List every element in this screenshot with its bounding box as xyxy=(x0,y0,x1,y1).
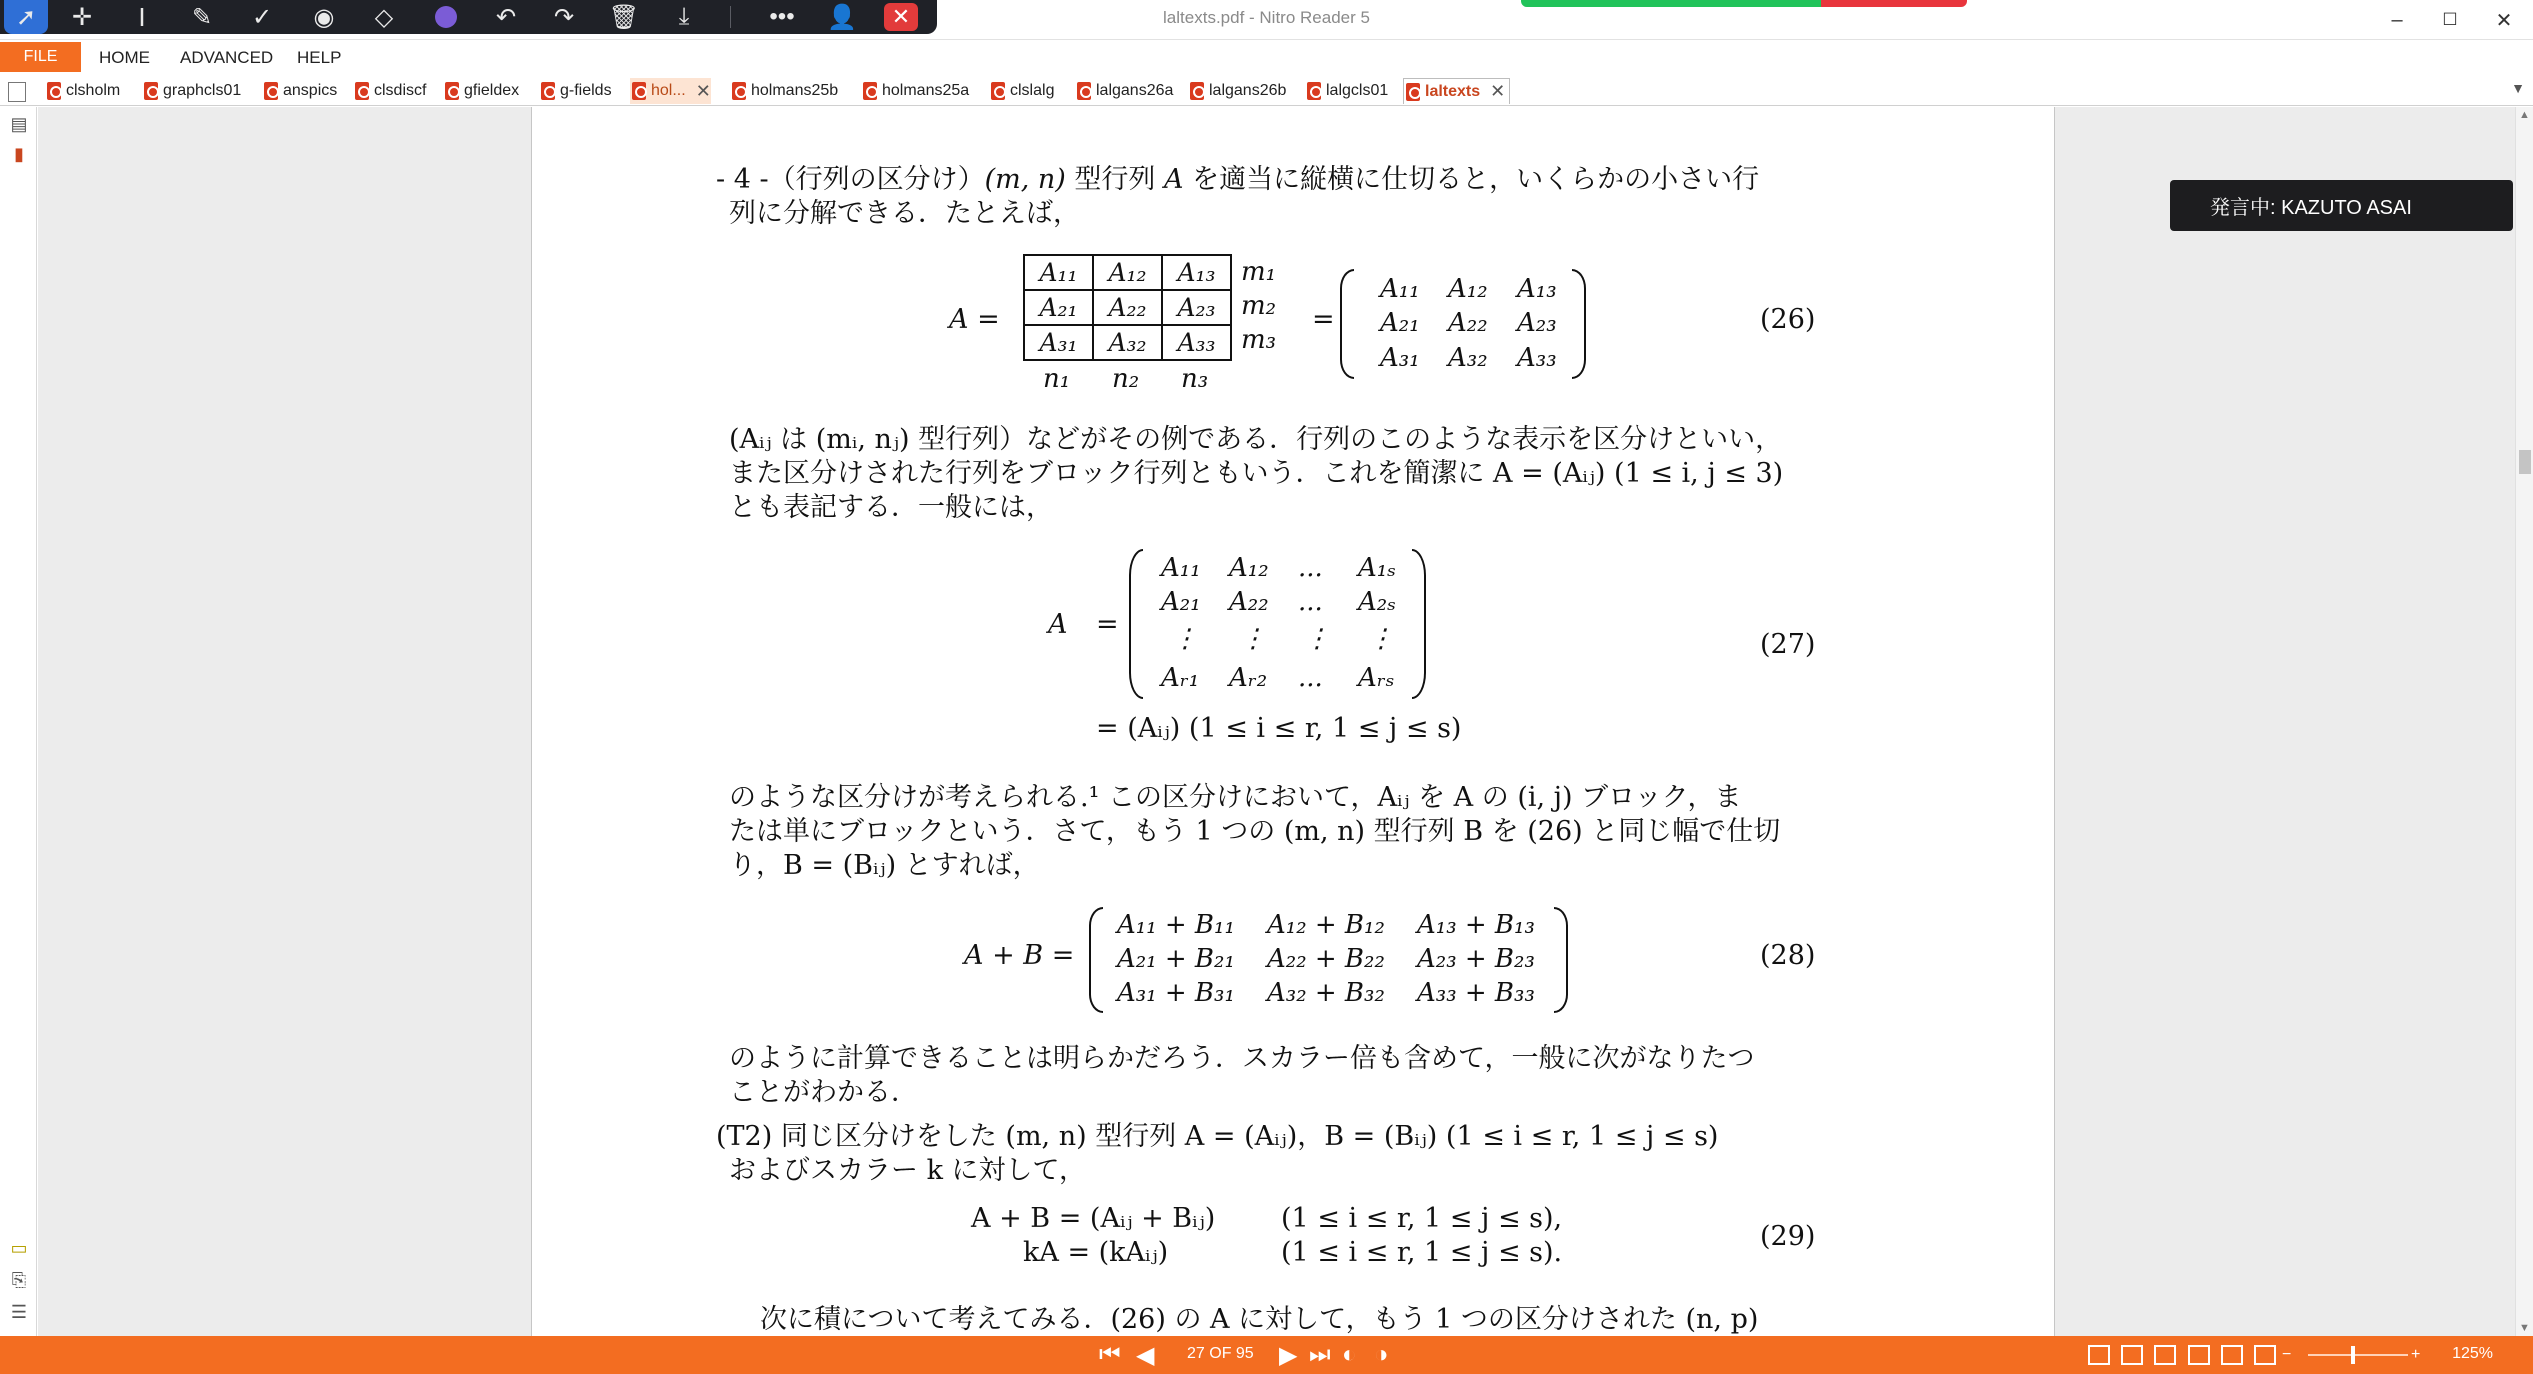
facing-view-icon[interactable] xyxy=(2154,1345,2176,1365)
first-page-icon[interactable]: ⏮ xyxy=(1099,1341,1121,1368)
tab-label: lalgans26b xyxy=(1209,82,1287,99)
window-title: laltexts.pdf - Nitro Reader 5 xyxy=(1163,8,1370,27)
tab-label: holmans25a xyxy=(882,82,970,99)
doc-text-line: (Aᵢⱼ は (mᵢ, nⱼ) 型行列）などがその例である．行列のこのような表示を区分けといい， xyxy=(729,424,1783,455)
tab-overflow-icon[interactable]: ▼ xyxy=(2511,80,2525,96)
tab-list-icon[interactable] xyxy=(8,82,26,102)
menu-file[interactable]: FILE xyxy=(0,42,81,72)
left-paren xyxy=(1340,269,1354,379)
matrix-entry: ⋮ xyxy=(1304,624,1330,654)
eraser-icon[interactable]: ◇ xyxy=(374,3,394,31)
col-label: n₂ xyxy=(1112,364,1140,394)
row-label: m₁ xyxy=(1241,257,1277,287)
more-icon[interactable]: ••• xyxy=(769,3,795,30)
doc-text-line: およびスカラー k に対して， xyxy=(729,1155,1086,1186)
color-dot-icon[interactable] xyxy=(424,0,468,34)
tab-label: clsdiscf xyxy=(374,82,427,99)
left-panel-rail xyxy=(0,107,37,1336)
tab-laltexts[interactable] xyxy=(1403,78,1510,104)
matrix-entry: A₃₃ xyxy=(1517,343,1557,373)
matrix-entry: Aᵣₛ xyxy=(1358,663,1395,693)
menu-help[interactable]: HELP xyxy=(297,48,342,67)
matrix-entry: A₁₂ + B₁₂ xyxy=(1267,910,1385,940)
grid-cell: A₃₂ xyxy=(1093,325,1162,360)
equation-number: (26) xyxy=(1760,304,1816,335)
matrix-entry: A₃₁ + B₃₁ xyxy=(1117,978,1235,1008)
last-page-icon[interactable]: ⏭ xyxy=(1309,1341,1331,1368)
grid-cell: A₂₂ xyxy=(1093,290,1162,325)
ribbon-menu xyxy=(0,42,2533,72)
call-status-red xyxy=(1821,0,1967,7)
matrix-entry: A₂ₛ xyxy=(1358,587,1396,617)
tab-label: laltexts xyxy=(1425,82,1481,100)
matrix-entry: ... xyxy=(1298,663,1323,693)
doc-math-span: A xyxy=(1164,164,1184,195)
matrix-entry: A₂₂ + B₂₂ xyxy=(1267,944,1385,974)
menu-home[interactable]: HOME xyxy=(99,48,150,67)
facing-continuous-view-icon[interactable] xyxy=(2188,1345,2210,1365)
pdf-icon xyxy=(445,82,459,100)
tab-holmans25b[interactable] xyxy=(730,78,838,104)
pdf-icon xyxy=(264,82,278,100)
pdf-icon xyxy=(541,82,555,100)
tab-label: holmans25b xyxy=(751,82,839,99)
tab-label: anspics xyxy=(283,82,338,99)
tab-close-icon[interactable]: ✕ xyxy=(695,80,711,101)
full-screen-icon[interactable] xyxy=(2254,1345,2276,1365)
trash-icon[interactable]: 🗑 xyxy=(608,3,640,31)
check-icon[interactable]: ✓ xyxy=(251,3,273,31)
matrix-entry: Aᵣ₁ xyxy=(1161,663,1200,693)
stamp-icon[interactable]: ◉ xyxy=(313,3,335,31)
minimize-button[interactable]: – xyxy=(2391,8,2403,31)
user-icon[interactable]: 👤 xyxy=(827,3,857,31)
tab-g-fields[interactable] xyxy=(539,78,612,104)
matrix-entry: A₂₁ + B₂₁ xyxy=(1117,944,1235,974)
continuous-view-icon[interactable] xyxy=(2121,1345,2143,1365)
eq29-line2-rhs: (1 ≤ i ≤ r, 1 ≤ j ≤ s). xyxy=(1281,1237,1563,1268)
matrix-entry: A₁₁ xyxy=(1380,274,1420,304)
eq26-block-grid xyxy=(1023,254,1232,361)
doc-text-line: 列に分解できる．たとえば， xyxy=(729,198,1080,229)
tab-label: clslalg xyxy=(1010,82,1055,99)
doc-text-line: たは単にブロックという．さて，もう 1 つの (m, n) 型行列 B を (26) と同じ幅で仕切 xyxy=(729,816,1781,847)
doc-text-line: のように計算できることは明らかだろう．スカラー倍も含めて，一般に次がなりたつ xyxy=(729,1043,1755,1074)
matrix-entry: A₂₁ xyxy=(1161,587,1201,617)
grid-cell: A₁₂ xyxy=(1093,255,1162,290)
grid-cell: A₁₃ xyxy=(1162,255,1231,290)
eq29-line2-lhs: kA = (kAᵢⱼ) xyxy=(1023,1237,1169,1268)
doc-text-span: - 4 -（行列の区分け） xyxy=(716,164,985,195)
right-paren xyxy=(1412,549,1426,699)
matrix-entry: A₃₃ + B₃₃ xyxy=(1417,978,1535,1008)
comments-panel-icon[interactable]: ▭ xyxy=(10,1237,28,1258)
page-indicator[interactable]: 27 OF 95 xyxy=(1187,1345,1254,1362)
matrix-entry: A₁₁ + B₁₁ xyxy=(1117,910,1235,940)
pdf-icon xyxy=(863,82,877,100)
bookmarks-panel-icon[interactable]: ▮ xyxy=(14,143,24,164)
grid-cell: A₃₃ xyxy=(1162,325,1231,360)
matrix-entry: A₃₂ + B₃₂ xyxy=(1267,978,1385,1008)
tab-clsdiscf[interactable] xyxy=(353,78,426,104)
doc-text-line: とも表記する．一般には， xyxy=(729,492,1053,523)
tab-gfieldex[interactable] xyxy=(443,78,519,104)
right-paren xyxy=(1572,269,1586,379)
single-page-view-icon[interactable] xyxy=(2088,1345,2110,1365)
matrix-entry: A₂₁ xyxy=(1380,308,1420,338)
eq29-line1-rhs: (1 ≤ i ≤ r, 1 ≤ j ≤ s), xyxy=(1281,1203,1563,1234)
matrix-entry: A₂₃ + B₂₃ xyxy=(1417,944,1535,974)
grid-cell: A₁₁ xyxy=(1024,255,1093,290)
left-paren xyxy=(1129,549,1143,699)
tab-graphcls01[interactable] xyxy=(142,78,241,104)
scroll-up-icon[interactable]: ▲ xyxy=(2519,109,2530,121)
matrix-entry: ... xyxy=(1298,553,1323,583)
pdf-icon xyxy=(47,82,61,100)
tab-label: clsholm xyxy=(66,82,121,99)
tab-clsholm[interactable] xyxy=(45,78,120,104)
tab-label: lalgcls01 xyxy=(1326,82,1389,99)
pdf-icon xyxy=(355,82,369,100)
close-icon[interactable]: ✕ xyxy=(884,3,918,31)
pointer-icon[interactable]: ➚ xyxy=(4,0,48,34)
pdf-icon xyxy=(991,82,1005,100)
eq27-lhs: A xyxy=(1048,609,1068,640)
next-page-icon[interactable]: ▶ xyxy=(1279,1341,1298,1369)
pdf-icon xyxy=(1406,83,1420,101)
doc-text-line: (T2) 同じ区分けをした (m, n) 型行列 A = (Aᵢⱼ)，B = (Bᵢⱼ) (1 ≤ i ≤ r, 1 ≤ j ≤ s) xyxy=(716,1121,1719,1152)
document-tab-bar xyxy=(0,76,2533,106)
left-paren xyxy=(1089,907,1103,1013)
equation-number: (28) xyxy=(1760,940,1816,971)
toolbar-divider xyxy=(730,6,731,28)
next-view-icon[interactable]: ◑ xyxy=(1374,1341,1389,1368)
grid-cell: A₂₃ xyxy=(1162,290,1231,325)
call-status-strip xyxy=(1521,0,1967,7)
matrix-entry: Aᵣ₂ xyxy=(1229,663,1268,693)
pdf-icon xyxy=(1077,82,1091,100)
status-bar xyxy=(0,1336,2533,1374)
matrix-entry: ⋮ xyxy=(1368,624,1394,654)
pages-panel-icon[interactable]: ▤ xyxy=(10,113,28,134)
previous-page-icon[interactable]: ◀ xyxy=(1136,1341,1155,1369)
previous-view-icon[interactable]: ◐ xyxy=(1342,1341,1357,1368)
maximize-button[interactable]: ☐ xyxy=(2442,10,2458,29)
tab-hol[interactable] xyxy=(630,78,711,104)
col-label: n₃ xyxy=(1181,364,1209,394)
matrix-entry: A₁₂ xyxy=(1229,553,1269,583)
pen-icon[interactable]: ✎ xyxy=(191,3,213,31)
tab-label: lalgans26a xyxy=(1096,82,1174,99)
matrix-entry: A₁₃ xyxy=(1517,274,1557,304)
eq26-lhs: A = xyxy=(949,304,1000,335)
eq27-equals: = xyxy=(1096,609,1119,640)
equation-number: (29) xyxy=(1760,1221,1816,1252)
eq28-lhs: A + B = xyxy=(964,940,1075,971)
tab-close-icon[interactable]: ✕ xyxy=(1490,81,1506,101)
doc-text-span: 型行列 xyxy=(1065,164,1164,195)
tab-label: hol... xyxy=(651,82,686,99)
matrix-entry: A₂₂ xyxy=(1448,308,1488,338)
doc-text-line: ことがわかる． xyxy=(729,1077,918,1108)
matrix-entry: A₃₁ xyxy=(1380,343,1420,373)
text-cursor-icon[interactable]: I xyxy=(138,1,146,32)
cover-view-icon[interactable] xyxy=(2221,1345,2243,1365)
document-viewer[interactable] xyxy=(38,107,2515,1336)
zoom-out-button[interactable]: − xyxy=(2282,1346,2292,1363)
matrix-entry: A₁₃ + B₁₃ xyxy=(1417,910,1535,940)
matrix-entry: A₂₂ xyxy=(1229,587,1269,617)
doc-text-line: のような区分けが考えられる.¹ この区分けにおいて，Aᵢⱼ を A の (i, j) ブロック，ま xyxy=(729,782,1742,813)
col-label: n₁ xyxy=(1043,364,1071,394)
call-status-green xyxy=(1521,0,1821,7)
redo-icon[interactable]: ↷ xyxy=(553,3,575,31)
scroll-down-icon[interactable]: ▼ xyxy=(2519,1322,2530,1334)
doc-math-span: (m, n) xyxy=(984,164,1066,195)
matrix-entry: ... xyxy=(1298,587,1323,617)
doc-text-line: また区分けされた行列をブロック行列ともいう．これを簡潔に A = (Aᵢⱼ) (1 ≤ i, j ≤ 3) xyxy=(729,458,1784,489)
row-label: m₃ xyxy=(1241,325,1277,355)
tab-clslalg[interactable] xyxy=(989,78,1054,104)
undo-icon[interactable]: ↶ xyxy=(495,3,517,31)
close-window-button[interactable]: ✕ xyxy=(2495,9,2513,32)
doc-text-span: を適当に縦横に仕切ると，いくらかの小さい行 xyxy=(1183,164,1760,195)
move-icon[interactable]: ✛ xyxy=(71,3,93,31)
zoom-slider-thumb[interactable] xyxy=(2351,1346,2355,1364)
tab-lalgans26b[interactable] xyxy=(1188,78,1286,104)
tab-anspics[interactable] xyxy=(262,78,337,104)
annotation-toolbar xyxy=(0,0,937,34)
doc-text-line: 次に積について考えてみる．(26) の A に対して，もう 1 つの区分けされた (n, p) xyxy=(760,1304,1759,1335)
attachments-panel-icon[interactable]: ⎘ xyxy=(11,1269,27,1290)
matrix-entry: A₁₂ xyxy=(1448,274,1488,304)
matrix-entry: A₁₁ xyxy=(1161,553,1201,583)
row-label: m₂ xyxy=(1241,291,1277,321)
zoom-slider[interactable] xyxy=(2308,1354,2408,1356)
vertical-scrollbar[interactable] xyxy=(2515,107,2533,1336)
tab-label: gfieldex xyxy=(464,82,520,99)
tab-holmans25a[interactable] xyxy=(861,78,969,104)
matrix-entry: A₂₃ xyxy=(1517,308,1557,338)
pdf-icon xyxy=(144,82,158,100)
pdf-icon xyxy=(732,82,746,100)
tab-lalgans26a[interactable] xyxy=(1075,78,1173,104)
output-panel-icon[interactable]: ☰ xyxy=(10,1301,28,1322)
scroll-thumb[interactable] xyxy=(2519,450,2531,474)
tab-lalgcls01[interactable] xyxy=(1305,78,1388,104)
matrix-entry: A₁ₛ xyxy=(1358,553,1396,583)
doc-text-line: り，B = (Bᵢⱼ) とすれば， xyxy=(729,850,1040,881)
eq27-second-line: = (Aᵢⱼ) (1 ≤ i ≤ r, 1 ≤ j ≤ s) xyxy=(1096,713,1462,744)
eq29-line1-lhs: A + B = (Aᵢⱼ + Bᵢⱼ) xyxy=(971,1203,1216,1234)
matrix-entry: A₃₂ xyxy=(1448,343,1488,373)
tab-label: g-fields xyxy=(560,82,612,99)
grid-cell: A₂₁ xyxy=(1024,290,1093,325)
speaker-indicator: 発言中: KAZUTO ASAI xyxy=(2170,180,2513,231)
eq26-equals: = xyxy=(1312,304,1335,335)
right-paren xyxy=(1554,907,1568,1013)
zoom-in-button[interactable]: + xyxy=(2411,1346,2421,1363)
equation-number: (27) xyxy=(1760,629,1816,660)
pdf-icon xyxy=(1190,82,1204,100)
tab-label: graphcls01 xyxy=(163,82,242,99)
menu-advanced[interactable]: ADVANCED xyxy=(180,48,274,67)
matrix-entry: ⋮ xyxy=(1172,624,1198,654)
download-icon[interactable]: ⤓ xyxy=(678,3,690,30)
grid-cell: A₃₁ xyxy=(1024,325,1093,360)
pdf-icon xyxy=(632,82,646,100)
pdf-icon xyxy=(1307,82,1321,100)
pdf-page xyxy=(531,107,2055,1336)
matrix-entry: ⋮ xyxy=(1240,624,1266,654)
zoom-level[interactable]: 125% xyxy=(2452,1345,2493,1362)
